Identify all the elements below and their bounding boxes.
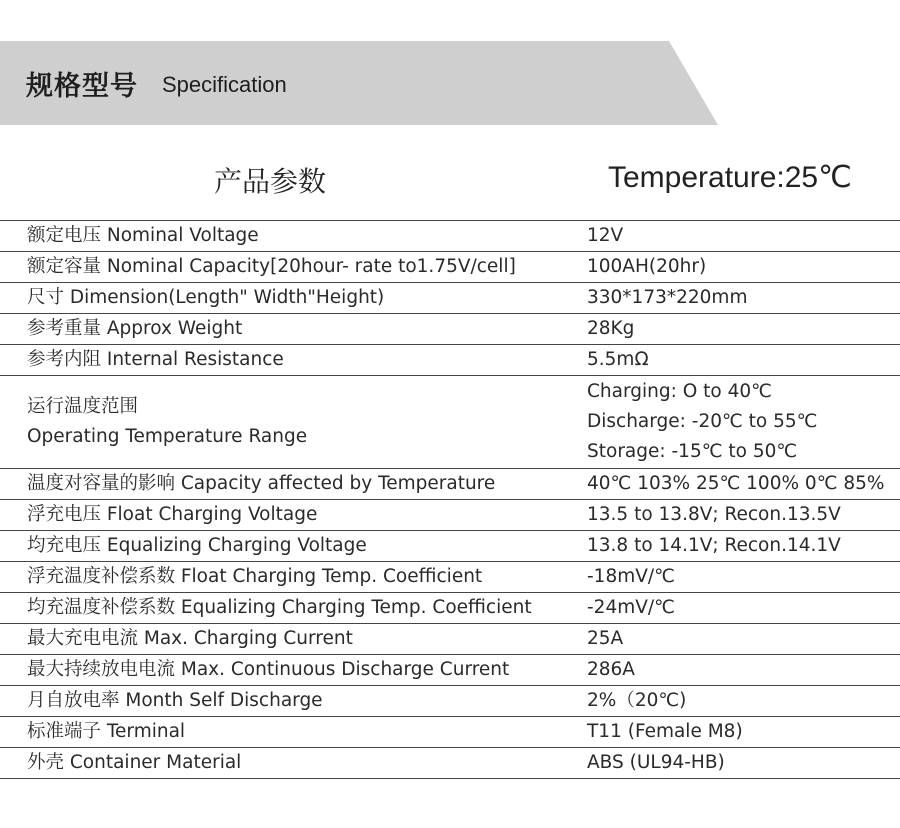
banner-title-en: Specification (162, 72, 287, 97)
spec-label (0, 500, 576, 530)
spec-value-text: 330*173*220mm (587, 287, 748, 308)
spec-value (576, 283, 900, 313)
spec-label-text-en: Operating Temperature Range (27, 426, 308, 447)
spec-label-text: 外壳 Container Material (27, 752, 242, 773)
spec-value (576, 252, 900, 282)
spec-label (0, 376, 576, 468)
spec-value-text: 12V (587, 225, 624, 246)
spec-value-text: 40℃ 103% 25℃ 100% 0℃ 85% (587, 473, 885, 494)
table-row (0, 314, 900, 345)
spec-label-text: 均充温度补偿系数 Equalizing Charging Temp. Coefficient (27, 597, 532, 618)
spec-label (0, 717, 576, 747)
spec-value (576, 748, 900, 778)
spec-label-text: 额定容量 Nominal Capacity[20hour- rate to1.75V/cell] (27, 256, 516, 277)
spec-value-text: 2%（20℃) (587, 690, 687, 711)
spec-label (0, 252, 576, 282)
spec-label-text: 参考内阻 Internal Resistance (27, 349, 284, 370)
spec-value-text: 13.5 to 13.8V; Recon.13.5V (587, 504, 841, 525)
spec-label (0, 748, 576, 778)
spec-label (0, 314, 576, 344)
table-row (0, 624, 900, 655)
spec-value-text: Discharge: -20℃ to 55℃ (587, 411, 818, 432)
spec-label-text: 均充电压 Equalizing Charging Voltage (27, 535, 367, 556)
spec-label-text: 尺寸 Dimension(Length" Width"Height) (27, 287, 385, 308)
table-row (0, 345, 900, 376)
spec-label (0, 531, 576, 561)
spec-label-text: 月自放电率 Month Self Discharge (27, 690, 323, 711)
spec-value (576, 593, 900, 623)
spec-value-text: Storage: -15℃ to 50℃ (587, 441, 798, 462)
spec-label-text: 标准端子 Terminal (27, 721, 186, 742)
spec-value-text: 286A (587, 659, 635, 680)
column-header-parameters: 产品参数 (213, 165, 326, 198)
table-row (0, 593, 900, 624)
banner-title-zh: 规格型号 (26, 71, 138, 102)
spec-value-text: 100AH(20hr) (587, 256, 707, 277)
spec-value (576, 314, 900, 344)
spec-value-text: T11 (Female M8) (587, 721, 743, 742)
spec-value (576, 221, 900, 251)
table-row (0, 283, 900, 314)
spec-value-text: 25A (587, 628, 624, 649)
spec-label (0, 469, 576, 499)
spec-value (576, 376, 900, 468)
spec-value-text: -18mV/℃ (587, 566, 675, 587)
spec-label-text: 温度对容量的影响 Capacity affected by Temperature (27, 473, 496, 494)
spec-label (0, 562, 576, 592)
spec-value (576, 500, 900, 530)
spec-value (576, 686, 900, 716)
spec-label (0, 345, 576, 375)
spec-label-text: 浮充温度补偿系数 Float Charging Temp. Coefficient (27, 566, 483, 587)
spec-label-text: 最大持续放电电流 Max. Continuous Discharge Current (27, 659, 510, 680)
spec-value-text: ABS (UL94-HB) (587, 752, 725, 773)
spec-value (576, 624, 900, 654)
table-row (0, 748, 900, 779)
spec-value (576, 562, 900, 592)
spec-label (0, 593, 576, 623)
column-header-temperature: Temperature:25℃ (608, 161, 852, 194)
spec-value (576, 469, 900, 499)
table-row (0, 686, 900, 717)
spec-label (0, 686, 576, 716)
table-row (0, 655, 900, 686)
table-row (0, 252, 900, 283)
spec-label (0, 283, 576, 313)
spec-value (576, 531, 900, 561)
spec-table (0, 220, 900, 779)
spec-label-text: 参考重量 Approx Weight (27, 318, 243, 339)
spec-value (576, 655, 900, 685)
spec-value-text: Charging: O to 40℃ (587, 381, 772, 402)
spec-value-text: 28Kg (587, 318, 635, 339)
spec-label (0, 624, 576, 654)
spec-label (0, 221, 576, 251)
spec-value (576, 345, 900, 375)
spec-label (0, 655, 576, 685)
spec-label-text: 浮充电压 Float Charging Voltage (27, 504, 318, 525)
spec-label-text: 额定电压 Nominal Voltage (27, 225, 259, 246)
spec-label-text: 最大充电电流 Max. Charging Current (27, 628, 353, 649)
spec-value-text: 5.5mΩ (587, 349, 649, 370)
spec-value-text: -24mV/℃ (587, 597, 675, 618)
table-row (0, 531, 900, 562)
table-row (0, 717, 900, 748)
spec-value (576, 717, 900, 747)
spec-value-text: 13.8 to 14.1V; Recon.14.1V (587, 535, 841, 556)
table-row (0, 221, 900, 252)
spec-label-text-zh: 运行温度范围 (27, 396, 139, 417)
table-row (0, 500, 900, 531)
table-row (0, 469, 900, 500)
table-row (0, 562, 900, 593)
table-row (0, 376, 900, 469)
